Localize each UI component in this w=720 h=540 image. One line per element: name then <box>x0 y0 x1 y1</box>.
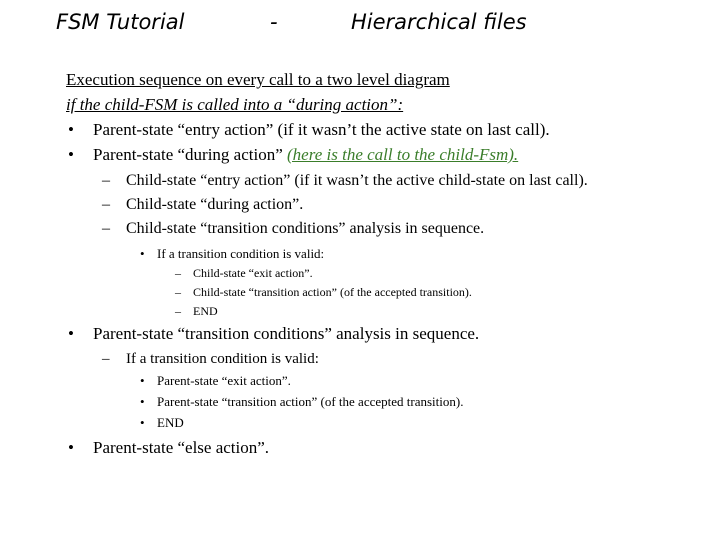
child-call-note: (here is the call to the child-Fsm). <box>287 145 519 164</box>
dash-marker: – <box>102 196 110 213</box>
parent-during-text: Parent-state “during action” <box>93 145 288 164</box>
intro-heading: Execution sequence on every call to a two level diagram <box>66 70 450 89</box>
dash-marker: – <box>175 304 181 318</box>
bullet-marker: • <box>68 145 74 164</box>
dash-marker: – <box>102 172 110 189</box>
child-transition-action-item: Child-state “transition action” (of the accepted transition). <box>193 285 472 299</box>
dash-marker: – <box>102 220 110 237</box>
bullet-marker: • <box>68 324 74 343</box>
bullet-marker: • <box>68 438 74 457</box>
parent-transition-valid: If a transition condition is valid: <box>126 351 319 367</box>
title-right: Hierarchical files <box>351 10 527 34</box>
slide-title <box>0 10 720 40</box>
child-transition-valid: If a transition condition is valid: <box>157 246 325 261</box>
title-left: FSM Tutorial <box>56 10 185 34</box>
child-transition-item: Child-state “transition conditions” analysis in sequence. <box>126 220 485 237</box>
bullet-marker: • <box>140 246 145 261</box>
bullet-marker: • <box>140 373 145 388</box>
bullet-marker: • <box>140 394 145 409</box>
dash-marker: – <box>175 285 181 299</box>
bullet-parent-entry: Parent-state “entry action” (if it wasn’t the active state on last call). <box>93 120 550 139</box>
bullet-marker: • <box>68 120 74 139</box>
parent-end-item: END <box>157 415 184 430</box>
child-during-item: Child-state “during action”. <box>126 196 304 213</box>
child-exit-item: Child-state “exit action”. <box>193 266 313 280</box>
parent-transition-action-item: Parent-state “transition action” (of the accepted transition). <box>157 394 464 409</box>
dash-marker: – <box>102 351 110 367</box>
intro-condition: if the child-FSM is called into a “during action”: <box>66 95 404 114</box>
bullet-marker: • <box>140 415 145 430</box>
child-entry-item: Child-state “entry action” (if it wasn’t the active child-state on last call). <box>126 172 588 189</box>
parent-exit-item: Parent-state “exit action”. <box>157 373 291 388</box>
title-dash: - <box>270 10 278 34</box>
bullet-parent-transition: Parent-state “transition conditions” analysis in sequence. <box>93 324 480 343</box>
bullet-parent-else: Parent-state “else action”. <box>93 438 270 457</box>
child-end-item: END <box>193 304 218 318</box>
dash-marker: – <box>175 266 181 280</box>
bullet-parent-during <box>93 145 518 165</box>
